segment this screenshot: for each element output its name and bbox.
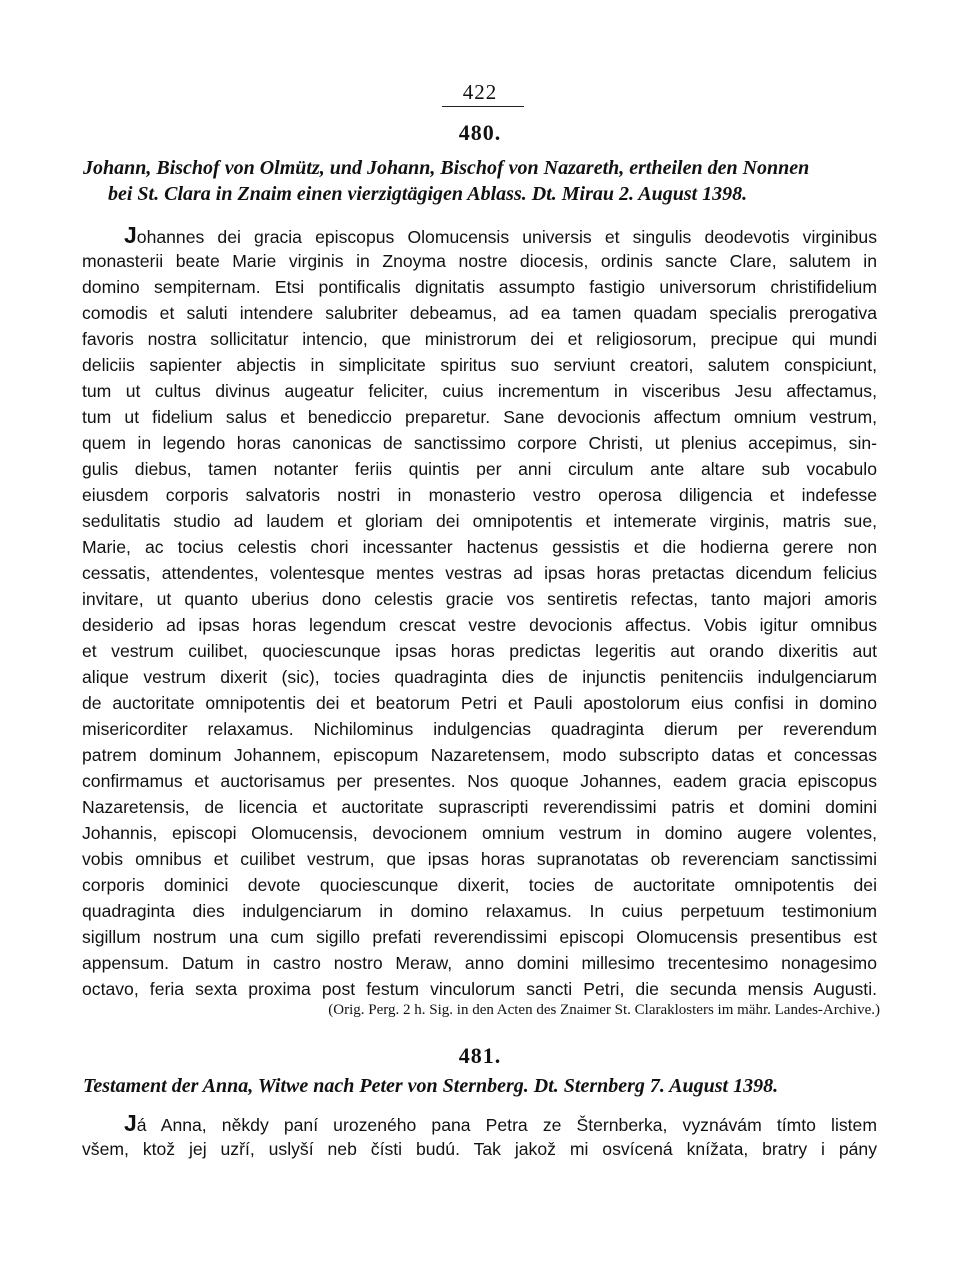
document-body bbox=[82, 1110, 877, 1162]
document-title bbox=[83, 155, 809, 207]
document-number: 481. bbox=[458, 1043, 502, 1068]
document-title bbox=[83, 1073, 778, 1099]
text-line: invitare, ut quanto uberius dono celestis gracie vos sentiretis refectas, tanto majori amoris bbox=[82, 589, 877, 609]
text-line: quadraginta dies indulgenciarum in domino relaxamus. In cuius perpetuum testimonium bbox=[82, 901, 877, 921]
text-line: tum ut cultus divinus augeatur feliciter, cuius incrementum in visceribus Jesu affectamus, bbox=[82, 381, 877, 401]
text-line: confirmamus et auctorisamus per presentes. Nos quoque Johannes, eadem gracia episcopus bbox=[82, 771, 877, 791]
source-note: (Orig. Perg. 2 h. Sig. in den Acten des Znaimer St. Claraklosters im mähr. Landes-Archive.) bbox=[328, 1002, 880, 1018]
text-line: Marie, ac tocius celestis chori incessanter hactenus gessistis et die hodierna gerere non bbox=[82, 537, 877, 557]
text-line: de auctoritate omnipotentis dei et beatorum Petri et Pauli apostolorum eius confisi in domino bbox=[82, 693, 877, 713]
text-line: patrem dominum Johannem, episcopum Nazaretensem, modo subscripto datas et concessas bbox=[82, 745, 877, 765]
text-line: Nazaretensis, de licencia et auctoritate suprascripti reverendissimi patris et domini domini bbox=[82, 797, 877, 817]
text-line: favoris nostra sollicitatur intencio, que ministrorum dei et religiosorum, precipue qui mundi bbox=[82, 329, 877, 349]
text-line: Johannis, episcopi Olomucensis, devocionem omnium vestrum in domino augere volentes, bbox=[82, 823, 877, 843]
text-line: desiderio ad ipsas horas legendum crescat vestre devocionis affectus. Vobis igitur omnibus bbox=[82, 615, 877, 635]
text-line: deliciis sapienter abjectis in simplicitate spiritus suo serviunt creatori, salutem conspiciunt, bbox=[82, 355, 877, 375]
page-number-rule bbox=[442, 106, 524, 107]
text-line: comodis et saluti intendere salubriter debeamus, ad ea tamen quadam specialis prerogativa bbox=[82, 303, 877, 323]
text-line: vobis omnibus et cuilibet vestrum, que ipsas horas supranotatas ob reverenciam sanctissimi bbox=[82, 849, 877, 869]
title-line: Testament der Anna, Witwe nach Peter von Sternberg. Dt. Sternberg 7. August 1398. bbox=[83, 1075, 779, 1097]
document-number: 480. bbox=[458, 120, 502, 145]
title-line: Johann, Bischof von Olmütz, und Johann, Bischof von Nazareth, ertheilen den Nonnen bbox=[83, 157, 810, 179]
text-line: Johannes dei gracia episcopus Olomucensis universis et singulis deodevotis virginibus bbox=[124, 222, 877, 248]
text-line: misericorditer relaxamus. Nichilominus indulgencias quadraginta dierum per reverendum bbox=[82, 719, 877, 739]
text-line: všem, ktož jej uzří, uslyší neb čísti budú. Tak jakož mi osvícená knížata, bratry i pány bbox=[82, 1139, 877, 1159]
drop-initial: J bbox=[124, 222, 137, 248]
text-line: tum ut fidelium salus et benediccio preparetur. Sane devocionis affectum omnium vestrum, bbox=[82, 407, 877, 427]
document-body bbox=[82, 222, 877, 1002]
drop-initial: J bbox=[124, 1110, 137, 1136]
text-line: gulis diebus, tamen notanter feriis quintis per anni circulum ante altare sub vocabulo bbox=[82, 459, 877, 479]
title-line: bei St. Clara in Znaim einen vierzigtägigen Ablass. Dt. Mirau 2. August 1398. bbox=[108, 183, 748, 205]
text-line: octavo, feria sexta proxima post festum vinculorum sancti Petri, die secunda mensis Augusti. bbox=[82, 979, 877, 999]
text-line: cessatis, attendentes, volentesque mentes vestras ad ipsas horas pretactas dicendum felicius bbox=[82, 563, 877, 583]
page-number: 422 bbox=[462, 80, 498, 104]
text-line: Já Anna, někdy paní urozeného pana Petra ze Šternberka, vyznávám tímto listem bbox=[124, 1110, 877, 1136]
text-line: appensum. Datum in castro nostro Meraw, anno domini millesimo trecentesimo nonagesimo bbox=[82, 953, 877, 973]
text-line: eiusdem corporis salvatoris nostri in monasterio vestro operosa diligencia et indefesse bbox=[82, 485, 877, 505]
text-line: quem in legendo horas canonicas de sanctissimo corpore Christi, ut plenius accepimus, sin- bbox=[82, 433, 877, 453]
text-line: monasterii beate Marie virginis in Znoyma nostre diocesis, ordinis sancte Clare, salutem in bbox=[82, 251, 877, 271]
text-line: domino sempiternam. Etsi pontificalis dignitatis assumpto fastigio universorum christifidelium bbox=[82, 277, 877, 297]
text-line: sedulitatis studio ad laudem et gloriam dei omnipotentis et intemerate virginis, matris sue, bbox=[82, 511, 877, 531]
text-line: corporis dominici devote quociescunque dixerit, tocies de auctoritate omnipotentis dei bbox=[82, 875, 877, 895]
text-line: sigillum nostrum una cum sigillo prefati reverendissimi episcopi Olomucensis presentibus est bbox=[82, 927, 877, 947]
text-line: alique vestrum dixerit (sic), tocies quadraginta dies de injunctis penitenciis indulgenciarum bbox=[82, 667, 877, 687]
text-line: et vestrum cuilibet, quociescunque ipsas horas predictas legeritis aut orando dixeritis aut bbox=[82, 641, 877, 661]
